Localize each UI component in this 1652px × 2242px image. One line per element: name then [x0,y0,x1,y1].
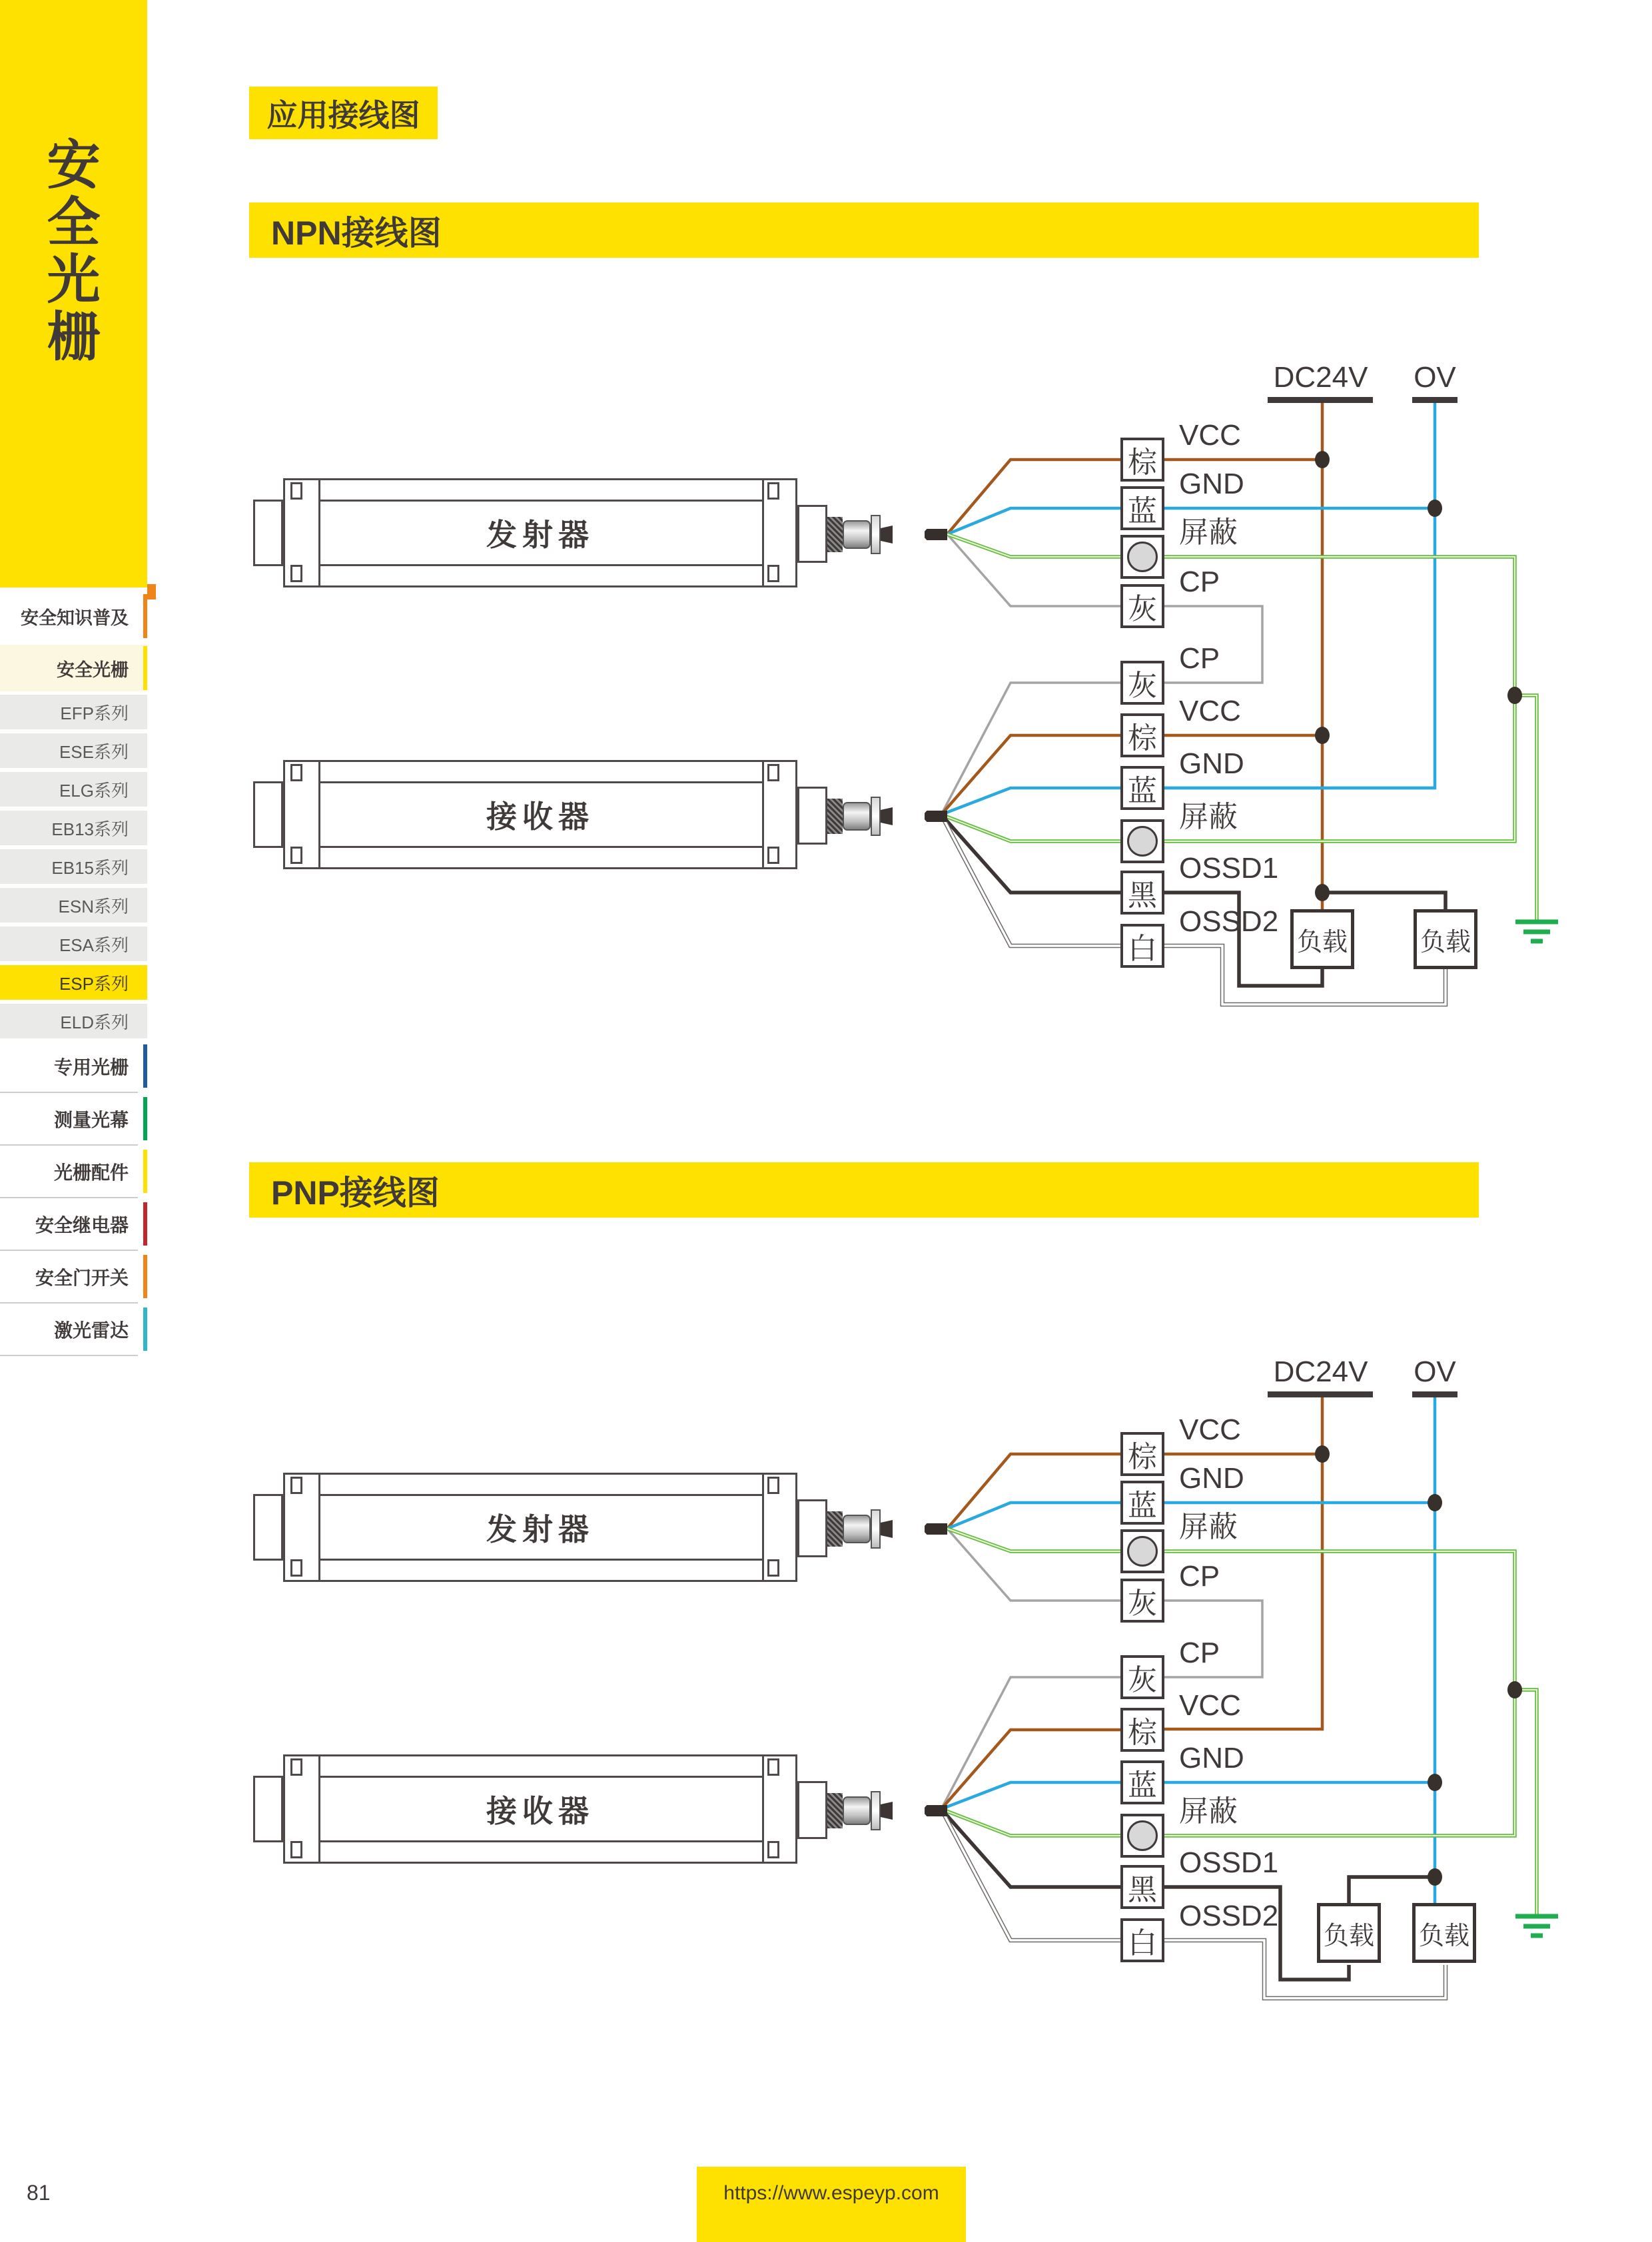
signal-label-vcc: VCC [1179,419,1241,452]
sidebar-item-label: 测量光幕 [53,1109,129,1130]
signal-label-gnd: GND [1179,747,1244,780]
signal-label-shield: 屏蔽 [1179,801,1238,833]
wire-box-black: 黑 [1120,1865,1164,1909]
sidebar-item-special-grating[interactable] [0,1040,147,1092]
signal-label-cp: CP [1179,1637,1220,1669]
accent-bar [143,1202,147,1246]
wire-box-white: 白 [1120,1918,1164,1962]
sidebar-item-efp[interactable] [0,695,147,729]
wire-box-gray: 灰 [1120,1579,1164,1623]
sidebar-item-label: EB15系列 [51,857,129,878]
signal-label-vcc: VCC [1179,1413,1241,1446]
load-box-1: 负载 [1290,909,1354,969]
section-badge: 应用接线图 [249,87,438,139]
signal-label-ossd2: OSSD2 [1179,1900,1279,1932]
sidebar-item-label: ELG系列 [59,780,129,801]
wire-box-gray: 灰 [1120,584,1164,628]
cable-end [925,811,947,822]
sidebar-item-label: ESA系列 [59,934,129,955]
wire-box-brown: 棕 [1120,438,1164,482]
sidebar-item-elg[interactable] [0,772,147,807]
connector-cable-stub [881,1520,893,1538]
shield-circle-icon [1127,542,1158,572]
wire-box-blue: 蓝 [1120,1481,1164,1525]
accent-bar [143,1308,147,1351]
wire-box-shield [1120,819,1164,863]
signal-label-ossd2: OSSD2 [1179,905,1279,938]
sidebar-item-label: EFP系列 [60,703,129,723]
connector-collar [871,515,881,554]
accent-bar [143,594,147,638]
signal-label-cp: CP [1179,1560,1220,1593]
shield-circle-icon [1127,826,1158,857]
device-label: 接收器 [486,799,594,834]
sidebar-item-label: 安全光栅 [57,659,129,680]
signal-label-ossd1: OSSD1 [1179,852,1279,885]
sidebar-item-measuring-curtain[interactable] [0,1093,147,1144]
shield-circle-icon [1127,1536,1158,1567]
load-box-2: 负载 [1414,909,1477,969]
signal-label-gnd: GND [1179,1462,1244,1495]
connector-knurl [827,799,843,834]
connector-knurl [827,1793,843,1828]
sidebar-item-eb13[interactable] [0,811,147,845]
sidebar-item-safety-door-switch[interactable] [0,1251,147,1302]
connector-knurl [827,517,843,552]
sidebar-item-label: ESN系列 [58,896,129,917]
connector-cable-stub [881,807,893,825]
dc24v-label: DC24V [1273,1355,1368,1388]
ov-label: OV [1414,361,1456,394]
divider [0,1144,138,1146]
npn-section-header: NPN接线图 [249,202,1479,258]
sidebar-item-label: ESE系列 [59,741,129,762]
wire-box-brown: 棕 [1120,1708,1164,1752]
sidebar-item-eld[interactable] [0,1004,147,1038]
sidebar-item-laser-radar[interactable] [0,1304,147,1355]
accent-bar [143,646,147,690]
connector-knurl [827,1511,843,1547]
divider [0,1197,138,1198]
accent-bar [143,1097,147,1140]
sidebar-item-esp-active[interactable] [0,965,147,1000]
footer-bar [697,2167,966,2242]
dc24v-label: DC24V [1273,361,1368,394]
sidebar-item-eb15[interactable] [0,849,147,884]
pnp-receiver-device [253,1754,947,1864]
cable-end [925,529,947,540]
load-box-1: 负载 [1317,1903,1381,1963]
mount-tab [253,500,283,566]
sidebar-item-label: 光栅配件 [53,1162,129,1183]
connector-collar [871,1509,881,1549]
npn-transmitter-device [253,478,947,587]
sidebar-item-label: 激光雷达 [53,1319,129,1341]
wire-box-blue: 蓝 [1120,1760,1164,1804]
connector-barrel [843,802,871,831]
signal-label-gnd: GND [1179,468,1244,500]
signal-label-vcc: VCC [1179,1689,1241,1722]
wire-box-shield [1120,1529,1164,1573]
sidebar-item-label: EB13系列 [51,819,129,839]
divider [0,1355,138,1356]
wire-box-black: 黑 [1120,871,1164,915]
sidebar-item-label: 专用光栅 [53,1056,129,1078]
signal-label-ossd1: OSSD1 [1179,1846,1279,1879]
connector-cable-stub [881,526,893,544]
cable-end [925,1805,947,1816]
footer-url[interactable]: https://www.espeyp.com [723,2181,939,2204]
signal-label-shield: 屏蔽 [1179,1511,1238,1543]
divider [0,1092,138,1093]
wire-box-shield [1120,535,1164,579]
sidebar-item-label: 安全知识普及 [21,607,129,628]
wire-box-blue: 蓝 [1120,486,1164,530]
connector-collar [871,797,881,836]
signal-label-shield: 屏蔽 [1179,516,1238,549]
banner-title: 安全光栅 [39,137,99,366]
pnp-section-header: PNP接线图 [249,1162,1479,1218]
page-number: 81 [27,2181,51,2205]
signal-label-cp: CP [1179,642,1220,675]
sidebar-item-esa[interactable] [0,927,147,961]
signal-label-vcc: VCC [1179,695,1241,727]
connector-collar [871,1791,881,1830]
banner-corner-accent [147,584,156,599]
divider [0,1302,138,1304]
sidebar-item-safety-relay[interactable] [0,1198,147,1250]
wire-box-shield [1120,1814,1164,1858]
connector-barrel [843,520,871,549]
signal-label-cp: CP [1179,565,1220,598]
npn-receiver-device [253,760,947,869]
device-label: 接收器 [486,1794,594,1828]
cable-end [925,1523,947,1535]
sidebar-item-esn[interactable] [0,888,147,923]
sidebar-item-label: 安全继电器 [35,1214,129,1236]
connector-barrel [843,1796,871,1825]
pnp-transmitter-device [253,1473,947,1582]
sidebar-item-ese[interactable] [0,733,147,768]
accent-bar [143,1150,147,1193]
sidebar-item-label: 安全门开关 [35,1267,129,1288]
shield-circle-icon [1127,1820,1158,1851]
wire-box-gray: 灰 [1120,661,1164,705]
divider [0,1250,138,1251]
connector-cable-stub [881,1802,893,1820]
ov-label: OV [1414,1355,1456,1388]
accent-bar [143,1255,147,1298]
load-box-2: 负载 [1412,1903,1476,1963]
device-label: 发射器 [486,518,594,552]
wire-box-brown: 棕 [1120,713,1164,757]
sidebar-item-label: ELD系列 [60,1012,129,1032]
wire-box-gray: 灰 [1120,1655,1164,1699]
sidebar-banner [0,0,147,587]
accent-bar [143,1044,147,1088]
sidebar-item-grating-accessories[interactable] [0,1146,147,1197]
signal-label-gnd: GND [1179,1742,1244,1774]
sidebar-item-safety-light-curtain[interactable] [0,645,147,691]
sidebar-item-safety-knowledge[interactable] [0,593,147,639]
wire-box-brown: 棕 [1120,1432,1164,1476]
wire-box-white: 白 [1120,924,1164,968]
wire-box-blue: 蓝 [1120,766,1164,810]
connector-barrel [843,1515,871,1543]
sidebar-item-label: ESP系列 [59,973,129,994]
signal-label-shield: 屏蔽 [1179,1795,1238,1828]
device-label: 发射器 [486,1512,594,1547]
